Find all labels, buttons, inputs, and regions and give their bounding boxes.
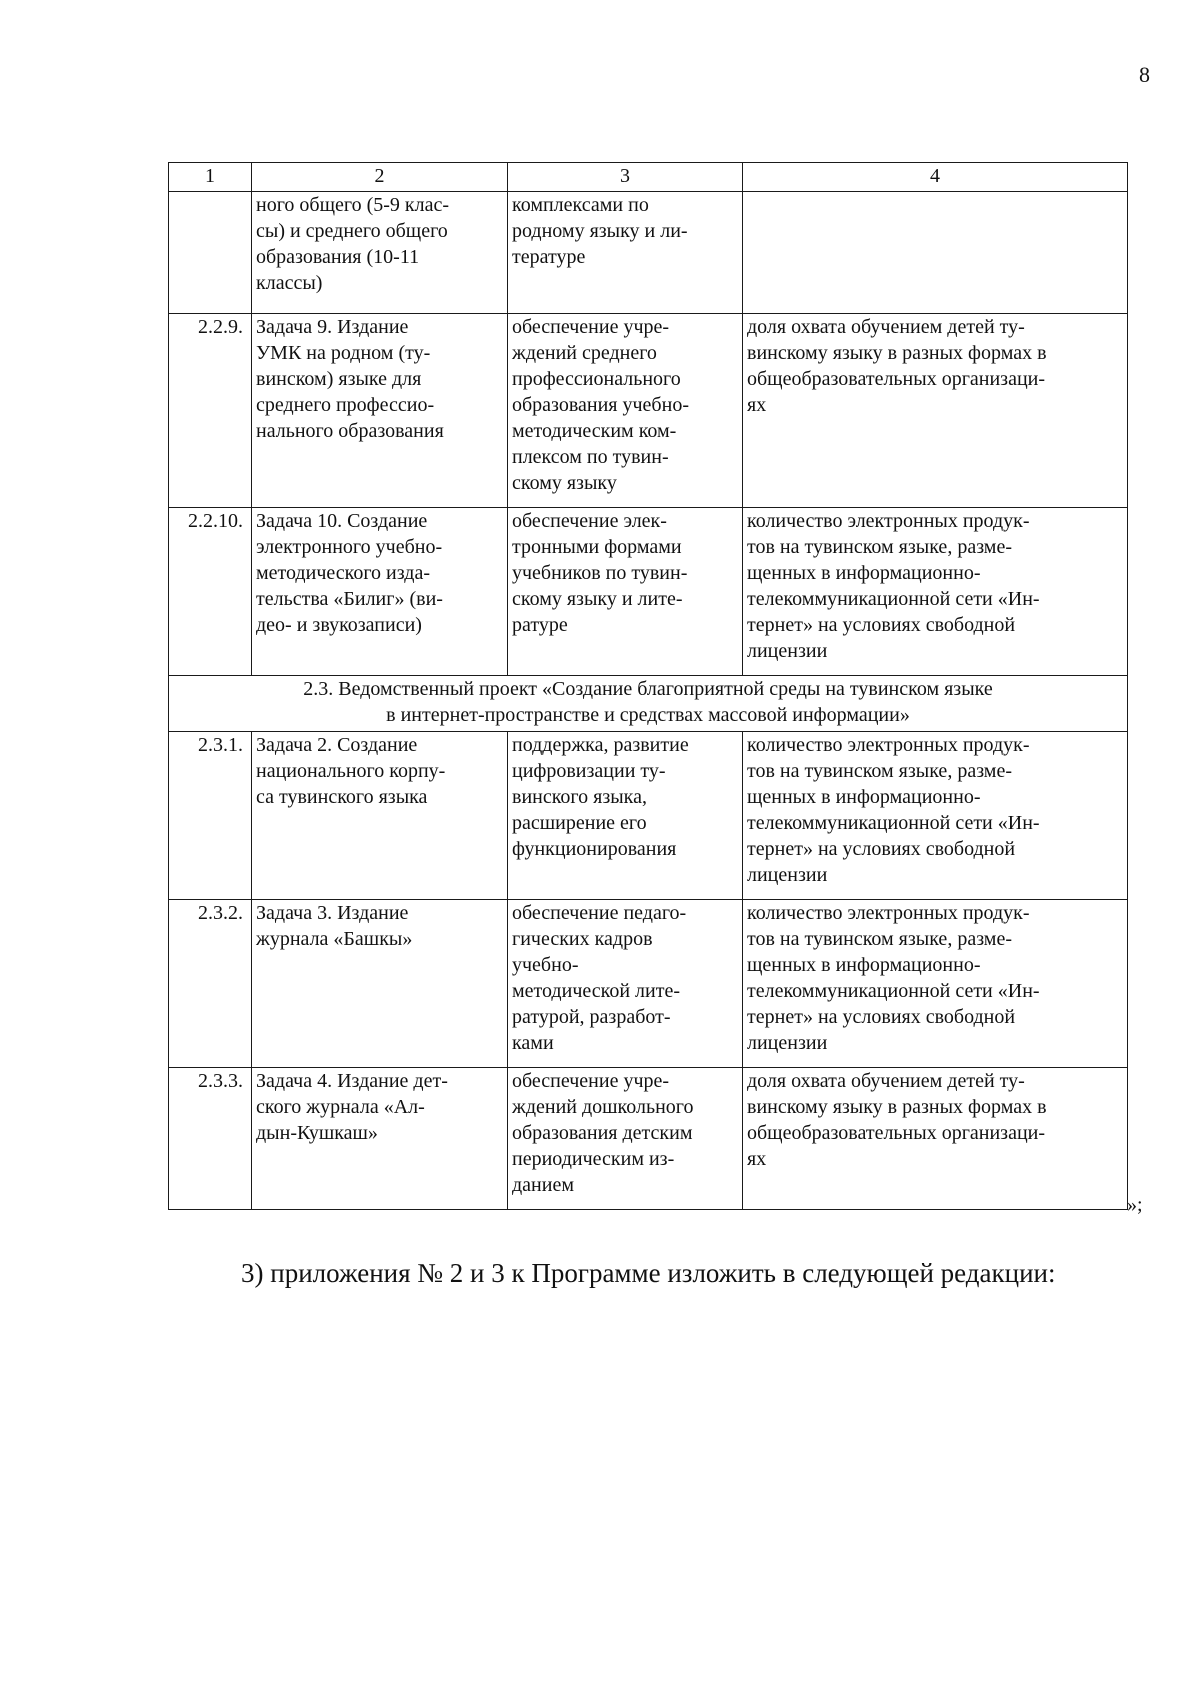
cell-line: обеспечение элек- bbox=[512, 510, 667, 532]
section-heading-line: 2.3. Ведомственный проект «Создание благоприятной среды на тувинском языке bbox=[303, 678, 993, 700]
header-cell: 3 bbox=[508, 163, 743, 192]
cell-line: телекоммуникационной сети «Ин- bbox=[747, 980, 1040, 1002]
cell-line: данием bbox=[512, 1174, 574, 1196]
header-cell: 4 bbox=[743, 163, 1128, 192]
cell-line: образования (10-11 bbox=[256, 246, 420, 268]
table-row bbox=[169, 192, 1128, 314]
cell-line: гических кадров bbox=[512, 928, 653, 950]
cell-line: тернет» на условиях свободной bbox=[747, 614, 1016, 636]
section-heading-line: в интернет-пространстве и средствах массовой информации» bbox=[386, 704, 910, 726]
cell-line: периодическим из- bbox=[512, 1148, 675, 1170]
cell-line: щенных в информационно- bbox=[747, 786, 981, 808]
cell-line: винскому языку в разных формах в bbox=[747, 1096, 1047, 1118]
cell-line: щенных в информационно- bbox=[747, 562, 981, 584]
section-heading bbox=[169, 676, 1128, 732]
cell-line: ях bbox=[747, 394, 767, 416]
measure-cell bbox=[508, 314, 743, 508]
table-row bbox=[169, 508, 1128, 676]
cell-line: профессионального bbox=[512, 368, 681, 390]
cell-line: электронного учебно- bbox=[256, 536, 443, 558]
cell-line: тов на тувинском языке, разме- bbox=[747, 536, 1012, 558]
cell-line: тов на тувинском языке, разме- bbox=[747, 928, 1012, 950]
cell-line: функционирования bbox=[512, 838, 677, 860]
measure-cell bbox=[508, 508, 743, 676]
cell-line: сы) и среднего общего bbox=[256, 220, 448, 242]
row-number-cell: 2.3.1. bbox=[169, 732, 252, 900]
indicator-cell bbox=[743, 732, 1128, 900]
cell-line: ратуре bbox=[512, 614, 568, 636]
cell-line: тернет» на условиях свободной bbox=[747, 838, 1016, 860]
cell-line: тернет» на условиях свободной bbox=[747, 1006, 1016, 1028]
cell-line: поддержка, развитие bbox=[512, 734, 689, 756]
cell-line: лицензии bbox=[747, 640, 828, 662]
indicator-cell bbox=[743, 900, 1128, 1068]
table-row bbox=[169, 732, 1128, 900]
cell-line: методического изда- bbox=[256, 562, 430, 584]
task-cell bbox=[252, 900, 508, 1068]
cell-line: среднего профессио- bbox=[256, 394, 435, 416]
cell-line: део- и звукозаписи) bbox=[256, 614, 422, 636]
cell-line: ного общего (5-9 клас- bbox=[256, 194, 449, 216]
cell-line: телекоммуникационной сети «Ин- bbox=[747, 812, 1040, 834]
cell-line: учебно- bbox=[512, 954, 579, 976]
cell-line: Задача 9. Издание bbox=[256, 316, 409, 338]
closing-paragraph: 3) приложения № 2 и 3 к Программе изложить в следующей редакции: bbox=[241, 1258, 1056, 1288]
cell-line: ях bbox=[747, 1148, 767, 1170]
row-number-cell bbox=[169, 192, 252, 314]
cell-line: количество электронных продук- bbox=[747, 734, 1030, 756]
cell-line: родному языку и ли- bbox=[512, 220, 688, 242]
cell-line: цифровизации ту- bbox=[512, 760, 666, 782]
cell-line: учебников по тувин- bbox=[512, 562, 688, 584]
cell-line: ждений среднего bbox=[512, 342, 657, 364]
row-number-cell: 2.3.3. bbox=[169, 1068, 252, 1210]
cell-line: ждений дошкольного bbox=[512, 1096, 694, 1118]
cell-line: количество электронных продук- bbox=[747, 510, 1030, 532]
cell-line: тронными формами bbox=[512, 536, 682, 558]
cell-line: Задача 4. Издание дет- bbox=[256, 1070, 448, 1092]
cell-line: количество электронных продук- bbox=[747, 902, 1030, 924]
table-header-row bbox=[169, 163, 1128, 192]
section-row bbox=[169, 676, 1128, 732]
cell-line: нального образования bbox=[256, 420, 444, 442]
cell-line: ками bbox=[512, 1032, 554, 1054]
page-number: 8 bbox=[1139, 62, 1150, 87]
cell-line: са тувинского языка bbox=[256, 786, 428, 808]
cell-line: телекоммуникационной сети «Ин- bbox=[747, 588, 1040, 610]
indicator-cell bbox=[743, 508, 1128, 676]
cell-line: обеспечение педаго- bbox=[512, 902, 687, 924]
measure-cell bbox=[508, 1068, 743, 1210]
cell-line: доля охвата обучением детей ту- bbox=[747, 1070, 1025, 1092]
cell-line: доля охвата обучением детей ту- bbox=[747, 316, 1025, 338]
cell-line: образования детским bbox=[512, 1122, 693, 1144]
cell-line: классы) bbox=[256, 272, 323, 294]
cell-line: тов на тувинском языке, разме- bbox=[747, 760, 1012, 782]
indicator-cell bbox=[743, 314, 1128, 508]
measure-cell bbox=[508, 732, 743, 900]
cell-line: национального корпу- bbox=[256, 760, 446, 782]
task-cell bbox=[252, 192, 508, 314]
cell-line: расширение его bbox=[512, 812, 647, 834]
program-table bbox=[168, 162, 1128, 1210]
cell-line: комплексами по bbox=[512, 194, 649, 216]
cell-line: лицензии bbox=[747, 864, 828, 886]
indicator-cell bbox=[743, 1068, 1128, 1210]
task-cell bbox=[252, 508, 508, 676]
row-number-cell: 2.2.10. bbox=[169, 508, 252, 676]
cell-line: общеобразовательных организаци- bbox=[747, 368, 1046, 390]
cell-line: Задача 2. Создание bbox=[256, 734, 418, 756]
task-cell bbox=[252, 732, 508, 900]
cell-line: Задача 3. Издание bbox=[256, 902, 409, 924]
cell-line: обеспечение учре- bbox=[512, 1070, 670, 1092]
cell-line: Задача 10. Создание bbox=[256, 510, 428, 532]
measure-cell bbox=[508, 900, 743, 1068]
cell-line: тельства «Билиг» (ви- bbox=[256, 588, 443, 610]
cell-line: скому языку и лите- bbox=[512, 588, 683, 610]
cell-line: щенных в информационно- bbox=[747, 954, 981, 976]
cell-line: винскому языку в разных формах в bbox=[747, 342, 1047, 364]
header-cell: 1 bbox=[169, 163, 252, 192]
closing-quote: »; bbox=[1127, 1194, 1143, 1216]
cell-line: винском) языке для bbox=[256, 368, 422, 390]
row-number-cell: 2.2.9. bbox=[169, 314, 252, 508]
cell-line: образования учебно- bbox=[512, 394, 689, 416]
task-cell bbox=[252, 314, 508, 508]
cell-line: общеобразовательных организаци- bbox=[747, 1122, 1046, 1144]
table-row bbox=[169, 900, 1128, 1068]
cell-line: ратурой, разработ- bbox=[512, 1006, 671, 1028]
cell-line: тературе bbox=[512, 246, 586, 268]
table-row bbox=[169, 1068, 1128, 1210]
cell-line: лицензии bbox=[747, 1032, 828, 1054]
indicator-cell bbox=[743, 192, 1128, 314]
cell-line: обеспечение учре- bbox=[512, 316, 670, 338]
task-cell bbox=[252, 1068, 508, 1210]
table-row bbox=[169, 314, 1128, 508]
cell-line: дын-Кушкаш» bbox=[256, 1122, 378, 1144]
cell-line: методическим ком- bbox=[512, 420, 677, 442]
cell-line: ского журнала «Ал- bbox=[256, 1096, 425, 1118]
cell-line: методической лите- bbox=[512, 980, 680, 1002]
measure-cell bbox=[508, 192, 743, 314]
cell-line: плексом по тувин- bbox=[512, 446, 669, 468]
cell-line: УМК на родном (ту- bbox=[256, 342, 431, 364]
header-cell: 2 bbox=[252, 163, 508, 192]
cell-line: журнала «Башкы» bbox=[256, 928, 413, 950]
cell-line: скому языку bbox=[512, 472, 617, 494]
cell-line: винского языка, bbox=[512, 786, 647, 808]
row-number-cell: 2.3.2. bbox=[169, 900, 252, 1068]
